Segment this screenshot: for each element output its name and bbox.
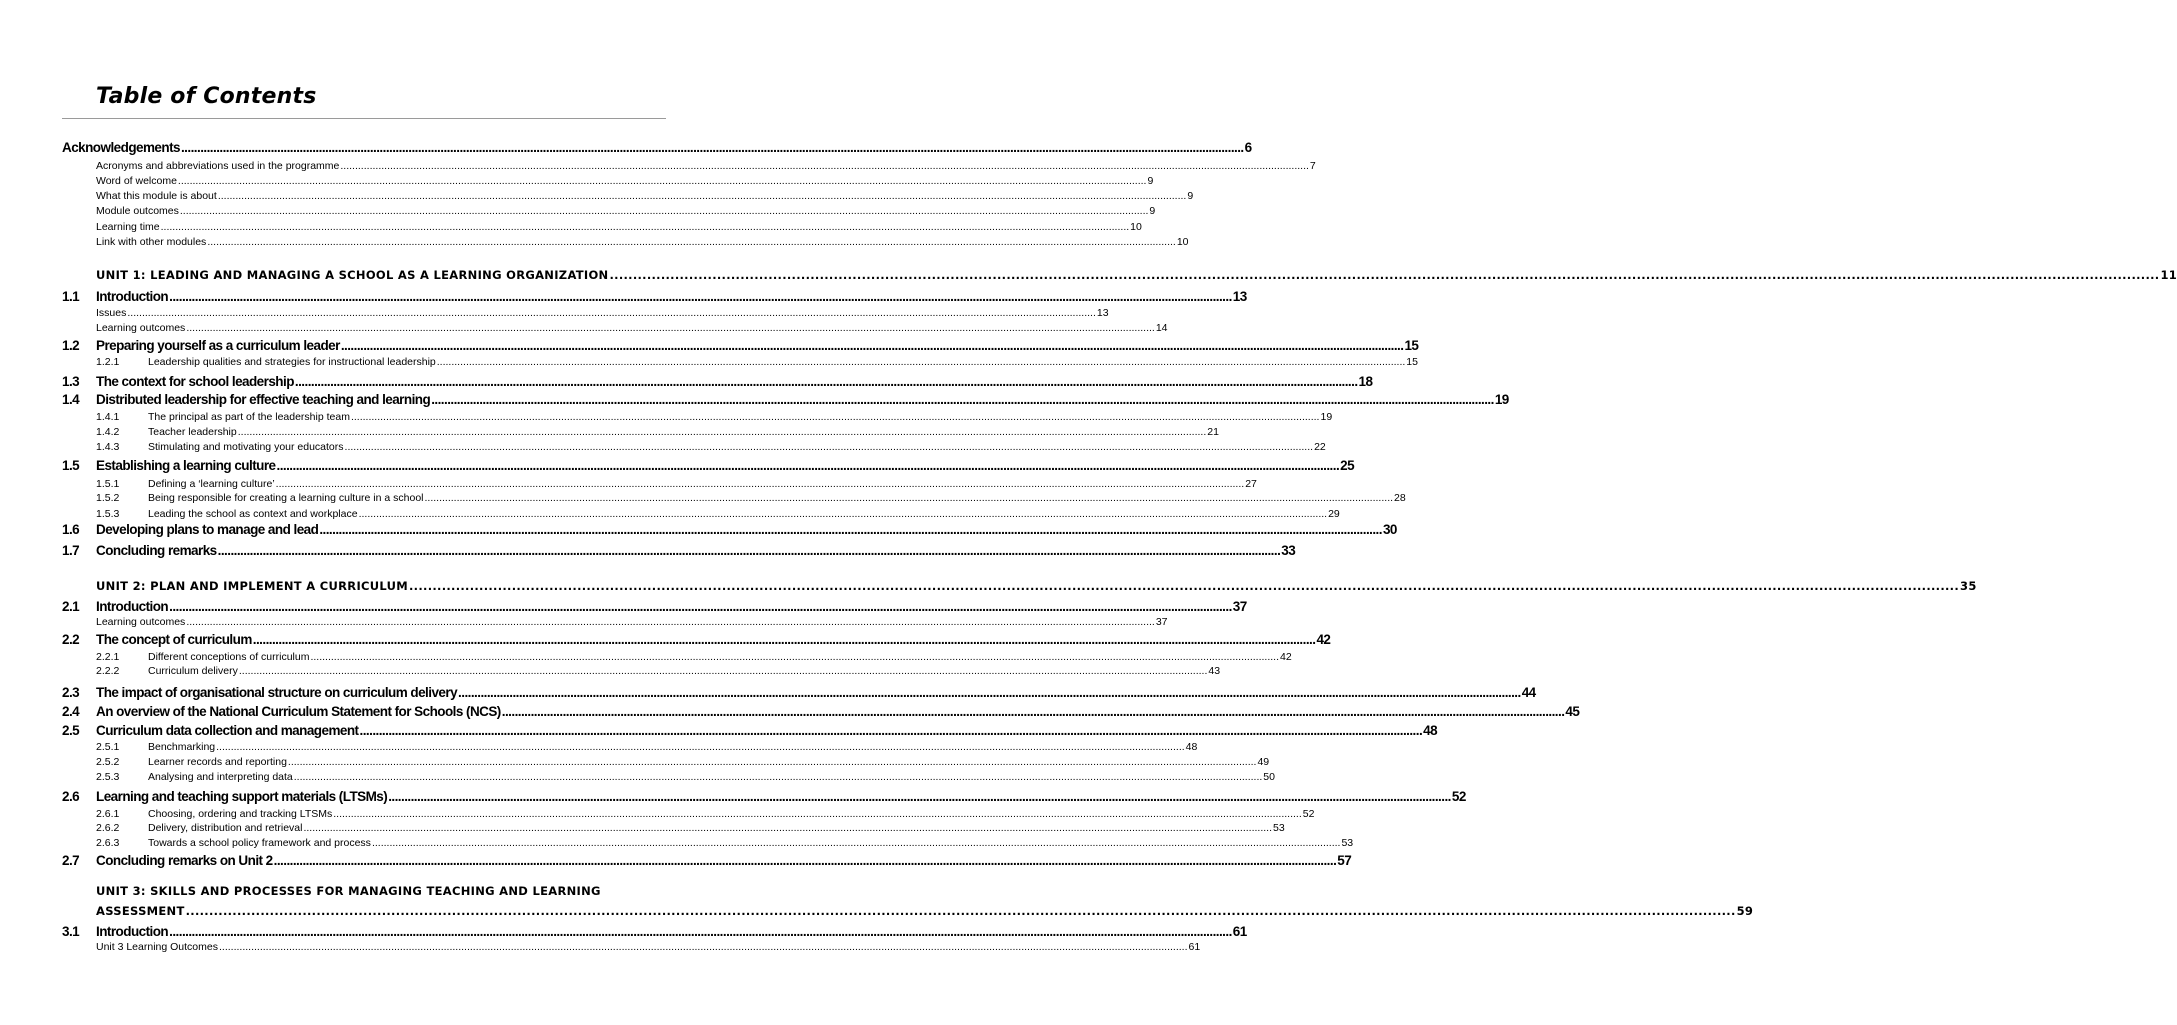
page-number: 44	[1521, 685, 1536, 700]
subsection-number: 1.4.3	[96, 441, 120, 453]
entry-title: Learner records and reporting	[148, 756, 287, 768]
entry-title: UNIT 1: LEADING AND MANAGING A SCHOOL AS A LEARNING ORGANIZATION	[96, 268, 609, 282]
toc-section-entry[interactable]	[62, 140, 1252, 159]
toc-unit-entry[interactable]	[96, 904, 1754, 920]
entry-title: UNIT 2: PLAN AND IMPLEMENT A CURRICULUM	[96, 579, 409, 593]
page-number: 61	[1188, 941, 1201, 953]
toc-subsection-entry[interactable]	[96, 190, 1194, 204]
entry-title: Distributed leadership for effective teaching and learning	[96, 392, 431, 407]
page-number: 21	[1207, 426, 1219, 438]
page-number: 43	[1208, 665, 1221, 677]
page-number: 9	[1187, 190, 1194, 202]
toc-subsection-entry[interactable]	[96, 651, 1292, 665]
toc-section-entry[interactable]	[62, 704, 1580, 723]
page-number: 33	[1281, 543, 1296, 558]
toc-subsection-entry[interactable]	[96, 236, 1189, 250]
entry-title: Module outcomes	[96, 205, 179, 217]
page-number: 7	[1309, 160, 1316, 172]
toc-section-entry[interactable]	[62, 374, 1373, 393]
toc-unit-entry[interactable]	[96, 579, 1977, 595]
toc-subsection-entry[interactable]	[96, 426, 1219, 440]
page-number: 14	[1155, 322, 1168, 334]
entry-title: Introduction	[96, 924, 169, 939]
dot-leader	[274, 853, 1337, 868]
subsection-number: 2.6.3	[96, 837, 120, 849]
page-number: 11	[2160, 268, 2177, 282]
dot-leader	[127, 307, 1096, 319]
toc-subsection-entry[interactable]	[96, 492, 1406, 506]
dot-leader	[180, 205, 1149, 217]
toc-subsection-entry[interactable]	[96, 756, 1270, 770]
section-number: 1.6	[62, 522, 80, 537]
toc-section-entry[interactable]	[62, 543, 1296, 562]
page-number: 25	[1340, 458, 1355, 473]
subsection-number: 2.6.2	[96, 822, 120, 834]
entry-title: Different conceptions of curriculum	[148, 651, 310, 663]
subsection-number: 1.5.3	[96, 508, 120, 520]
section-number: 1.3	[62, 374, 80, 389]
page-number: 30	[1382, 522, 1397, 537]
page-number: 19	[1320, 411, 1333, 423]
section-number: 1.2	[62, 338, 80, 353]
dot-leader	[288, 756, 1257, 768]
dot-leader	[295, 374, 1358, 389]
entry-title: Concluding remarks on Unit 2	[96, 853, 273, 868]
toc-subsection-entry[interactable]	[96, 508, 1340, 522]
entry-title: Learning outcomes	[96, 616, 186, 628]
entry-title: Leading the school as context and workplace	[148, 508, 358, 520]
section-number: 2.3	[62, 685, 80, 700]
page-number: 53	[1273, 822, 1285, 834]
toc-subsection-entry[interactable]	[96, 837, 1354, 851]
entry-title: Benchmarking	[148, 741, 216, 753]
entry-title: Establishing a learning culture	[96, 458, 276, 473]
dot-leader	[181, 140, 1244, 155]
entry-title: The impact of organisational structure on curriculum delivery	[96, 685, 458, 700]
subsection-number: 1.5.1	[96, 478, 120, 490]
entry-title: The context for school leadership	[96, 374, 294, 389]
dot-leader	[431, 392, 1494, 407]
toc-section-entry[interactable]	[62, 338, 1419, 357]
toc-subsection-entry[interactable]	[96, 808, 1315, 822]
dot-leader	[303, 822, 1272, 834]
dot-leader	[360, 723, 1423, 738]
entry-title: Learning and teaching support materials (LTSMs)	[96, 789, 388, 804]
subsection-number: 1.2.1	[96, 356, 120, 368]
entry-title: Analysing and interpreting data	[148, 771, 293, 783]
section-number: 1.5	[62, 458, 80, 473]
page-number: 13	[1232, 289, 1247, 304]
entry-title: Defining a ‘learning culture’	[148, 478, 275, 490]
entry-title: Being responsible for creating a learning culture in a school	[148, 492, 424, 504]
toc-subsection-entry[interactable]	[96, 771, 1275, 785]
dot-leader	[253, 632, 1316, 647]
entry-title: What this module is about	[96, 190, 217, 202]
page-number: 22	[1314, 441, 1326, 453]
toc-subsection-entry[interactable]	[96, 741, 1198, 755]
entry-title: Stimulating and motivating your educators	[148, 441, 344, 453]
page-number: 42	[1280, 651, 1292, 663]
dot-leader	[161, 221, 1130, 233]
dot-leader	[186, 904, 1736, 918]
entry-title: ASSESSMENT	[96, 904, 185, 918]
page-title: Table of Contents	[96, 84, 317, 109]
entry-title: Learning time	[96, 221, 160, 233]
entry-title: An overview of the National Curriculum Statement for Schools (NCS)	[96, 704, 501, 719]
dot-leader	[341, 338, 1404, 353]
section-number: 2.2	[62, 632, 80, 647]
toc-unit-heading-line: UNIT 3: SKILLS AND PROCESSES FOR MANAGING TEACHING AND LEARNING	[96, 884, 601, 898]
page-number: 48	[1185, 741, 1198, 753]
dot-leader	[310, 651, 1279, 663]
page-number: 9	[1149, 205, 1156, 217]
dot-leader	[294, 771, 1263, 783]
dot-leader	[218, 543, 1281, 558]
subsection-number: 1.4.1	[96, 411, 120, 423]
page-number: 10	[1130, 221, 1142, 233]
dot-leader	[218, 190, 1187, 202]
toc-subsection-entry[interactable]	[96, 205, 1156, 219]
page-number: 57	[1337, 853, 1352, 868]
entry-title: Towards a school policy framework and process	[148, 837, 371, 849]
dot-leader	[372, 837, 1341, 849]
entry-title: Choosing, ordering and tracking LTSMs	[148, 808, 333, 820]
dot-leader	[169, 599, 1232, 614]
page-number: 9	[1147, 175, 1154, 187]
dot-leader	[319, 522, 1382, 537]
entry-title: Issues	[96, 307, 127, 319]
dot-leader	[239, 665, 1208, 677]
toc-subsection-entry[interactable]	[96, 822, 1285, 836]
dot-leader	[340, 160, 1309, 172]
page-number: 48	[1423, 723, 1438, 738]
dot-leader	[277, 458, 1340, 473]
section-number: 2.5	[62, 723, 80, 738]
entry-title: Acronyms and abbreviations used in the programme	[96, 160, 340, 172]
toc-unit-entry[interactable]	[96, 268, 2177, 284]
dot-leader	[186, 322, 1155, 334]
section-number: 1.7	[62, 543, 80, 558]
page-number: 28	[1394, 492, 1406, 504]
dot-leader	[502, 704, 1565, 719]
entry-title: Preparing yourself as a curriculum leader	[96, 338, 340, 353]
page-number: 15	[1406, 356, 1418, 368]
dot-leader	[178, 175, 1147, 187]
entry-title: Learning outcomes	[96, 322, 186, 334]
entry-title: Developing plans to manage and lead	[96, 522, 319, 537]
page-number: 35	[1960, 579, 1977, 593]
toc-section-entry[interactable]	[62, 685, 1536, 704]
page-number: 37	[1232, 599, 1247, 614]
dot-leader	[207, 236, 1176, 248]
section-number: 1.1	[62, 289, 80, 304]
toc-section-entry[interactable]	[62, 723, 1438, 742]
toc-subsection-entry[interactable]	[96, 356, 1418, 370]
dot-leader	[409, 579, 1959, 593]
toc-subsection-entry[interactable]	[96, 221, 1142, 235]
entry-title: Teacher leadership	[148, 426, 237, 438]
toc-section-entry[interactable]	[62, 632, 1331, 651]
toc-section-entry[interactable]	[62, 853, 1352, 872]
section-number: 2.6	[62, 789, 80, 804]
dot-leader	[216, 741, 1185, 753]
section-number: 3.1	[62, 924, 80, 939]
dot-leader	[169, 289, 1232, 304]
entry-title: The concept of curriculum	[96, 632, 252, 647]
page-number: 52	[1302, 808, 1315, 820]
dot-leader	[351, 411, 1320, 423]
page-number: 6	[1244, 140, 1252, 155]
subsection-number: 1.4.2	[96, 426, 120, 438]
toc-subsection-entry[interactable]	[96, 665, 1221, 679]
page-number: 29	[1328, 508, 1340, 520]
toc-subsection-entry[interactable]	[96, 616, 1168, 630]
toc-subsection-entry[interactable]	[96, 175, 1154, 189]
toc-subsection-entry[interactable]	[96, 478, 1257, 492]
page-number: 53	[1341, 837, 1354, 849]
subsection-number: 2.5.1	[96, 741, 120, 753]
dot-leader	[359, 508, 1328, 520]
subsection-number: 2.5.3	[96, 771, 120, 783]
entry-title: Introduction	[96, 289, 169, 304]
dot-leader	[345, 441, 1314, 453]
toc-section-entry[interactable]	[62, 392, 1509, 411]
page-number: 27	[1245, 478, 1257, 490]
section-number: 2.1	[62, 599, 80, 614]
toc-subsection-entry[interactable]	[96, 307, 1109, 321]
dot-leader	[388, 789, 1451, 804]
toc-subsection-entry[interactable]	[96, 411, 1333, 425]
page-number: 50	[1263, 771, 1275, 783]
toc-section-entry[interactable]	[62, 458, 1355, 477]
entry-title: Leadership qualities and strategies for instructional leadership	[148, 356, 436, 368]
page-number: 19	[1494, 392, 1509, 407]
entry-title: Unit 3 Learning Outcomes	[96, 941, 218, 953]
dot-leader	[238, 426, 1207, 438]
toc-subsection-entry[interactable]	[96, 160, 1316, 174]
entry-title: Link with other modules	[96, 236, 207, 248]
page-number: 13	[1096, 307, 1109, 319]
entry-title: Acknowledgements	[62, 140, 180, 155]
page-number: 52	[1451, 789, 1466, 804]
page-number: 42	[1316, 632, 1331, 647]
page-number: 45	[1565, 704, 1580, 719]
toc-section-entry[interactable]	[62, 789, 1466, 808]
entry-title: Delivery, distribution and retrieval	[148, 822, 303, 834]
subsection-number: 1.5.2	[96, 492, 120, 504]
entry-title: Curriculum data collection and management	[96, 723, 359, 738]
dot-leader	[169, 924, 1232, 939]
dot-leader	[186, 616, 1155, 628]
page-number: 37	[1155, 616, 1168, 628]
page-number: 18	[1358, 374, 1373, 389]
page-number: 49	[1257, 756, 1270, 768]
page-number: 61	[1232, 924, 1247, 939]
subsection-number: 2.5.2	[96, 756, 120, 768]
entry-title: Word of welcome	[96, 175, 177, 187]
page-number: 59	[1736, 904, 1754, 918]
entry-title: Concluding remarks	[96, 543, 217, 558]
section-number: 1.4	[62, 392, 80, 407]
dot-leader	[458, 685, 1521, 700]
entry-title: Curriculum delivery	[148, 665, 238, 677]
dot-leader	[437, 356, 1406, 368]
page-number: 15	[1404, 338, 1419, 353]
toc-section-entry[interactable]	[62, 522, 1397, 541]
entry-title: The principal as part of the leadership team	[148, 411, 350, 423]
section-number: 2.7	[62, 853, 80, 868]
dot-leader	[425, 492, 1394, 504]
page-number: 10	[1176, 236, 1189, 248]
dot-leader	[333, 808, 1302, 820]
entry-title: Introduction	[96, 599, 169, 614]
subsection-number: 2.2.2	[96, 665, 120, 677]
dot-leader	[276, 478, 1245, 490]
subsection-number: 2.6.1	[96, 808, 120, 820]
toc-subsection-entry[interactable]	[96, 941, 1201, 955]
dot-leader	[219, 941, 1188, 953]
toc-section-entry[interactable]	[62, 289, 1247, 308]
toc-subsection-entry[interactable]	[96, 441, 1326, 455]
subsection-number: 2.2.1	[96, 651, 120, 663]
toc-subsection-entry[interactable]	[96, 322, 1168, 336]
section-number: 2.4	[62, 704, 80, 719]
dot-leader	[609, 268, 2159, 282]
